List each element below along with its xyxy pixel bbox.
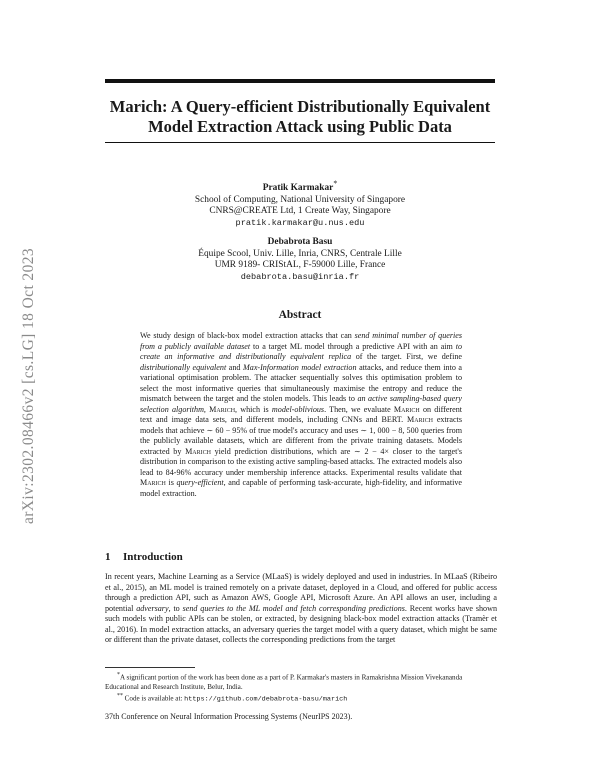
- footnote-1: *A significant portion of the work has been done as a part of P. Karmakar's masters in Ramakrishna Mission Vivekananda Educational and Research Institute, Belur, India.: [105, 672, 463, 691]
- title-line-2: Model Extraction Attack using Public Data: [148, 117, 452, 136]
- section-title: Introduction: [123, 551, 183, 563]
- author-affiliation: UMR 9189- CRIStAL, F-59000 Lille, France: [214, 260, 386, 270]
- author-email: debabrota.basu@inria.fr: [240, 271, 360, 282]
- introduction-paragraph: In recent years, Machine Learning as a Service (MLaaS) is widely deployed and used in industries. In MLaaS (Ribeiro et al., 2015), an ML model is trained remotely on a private dataset, deployed in a Cloud, and offered for public access through a prediction API, such as Amazon AWS, Google API, Microsoft Azure. An API allows an user, including a potential adversary, to send queries to the ML model and fetch corresponding predictions. Recent works have shown such models with public APIs can be stolen, or extracted, by designing black-box model extraction attacks (Tramèr et al., 2016). In model extraction attacks, an adversary queries the target model with a query dataset, which might be same or different than the private dataset, collects the corresponding predictions from the target: [105, 572, 497, 644]
- author-block-1: [120, 178, 480, 229]
- code-link[interactable]: https://github.com/debabrota-basu/marich: [184, 695, 348, 704]
- conference-note: 37th Conference on Neural Information Processing Systems (NeurIPS 2023).: [105, 712, 353, 721]
- author-affiliation: Équipe Scool, Univ. Lille, Inria, CNRS, Centrale Lille: [198, 248, 402, 259]
- paper-title: [90, 97, 510, 137]
- title-bottom-rule: [105, 142, 495, 143]
- author-footnote-mark: *: [333, 179, 338, 188]
- footnotes: [105, 671, 497, 705]
- title-top-rule: [105, 79, 495, 83]
- footnote-rule: [105, 667, 195, 668]
- author-affiliation: School of Computing, National University of Singapore: [194, 194, 406, 205]
- author-affiliation: CNRS@CREATE Ltd, 1 Create Way, Singapore: [209, 206, 391, 217]
- author-name: Debabrota Basu: [267, 237, 333, 247]
- abstract-body: We study design of black-box model extraction attacks that can send minimal number of queries from a publicly available dataset to a target ML model through a predictive API with an aim to create an informative and distributionally equivalent replica of the target. First, we define distributionally equivalent and Max-Information model extraction attacks, and reduce them into a variational optimisation problem. The attacker sequentially solves this optimisation problem to select the most informative queries that simultaneously maximise the entropy and reduce the mismatch between the target and the stolen models. This leads to an active sampling-based query selection algorithm, Marich, which is model-oblivious. Then, we evaluate Marich on different text and image data sets, and different models, including CNNs and BERT. Marich extracts models that achieve ∼ 60 − 95% of true model's accuracy and uses ∼ 1, 000 − 8, 500 queries from the publicly available datasets, which are different from the private training datasets. Models extracted by Marich yield prediction distributions, which are ∼ 2 − 4× closer to the target's distribution in comparison to the existing active sampling-based attacks. The extracted models also lead to 84-96% accuracy under membership inference attacks. Experimental results validate that Marich is query-efficient, and capable of performing task-accurate, high-fidelity, and informative model extraction.: [140, 331, 463, 498]
- abstract-heading: Abstract: [278, 309, 322, 321]
- title-line-1: Marich: A Query-efficient Distributionally Equivalent: [109, 97, 491, 116]
- author-block-2: [120, 237, 480, 283]
- author-email: pratik.karmakar@u.nus.edu: [235, 217, 365, 228]
- author-name: Pratik Karmakar: [262, 183, 334, 194]
- footnote-2: ** Code is available at: https://github.com/debabrota-basu/marich: [117, 693, 348, 704]
- section-heading: [105, 551, 183, 563]
- arxiv-identifier: arXiv:2302.08466v2 [cs.LG] 18 Oct 2023: [20, 247, 37, 525]
- section-number: 1: [105, 551, 111, 563]
